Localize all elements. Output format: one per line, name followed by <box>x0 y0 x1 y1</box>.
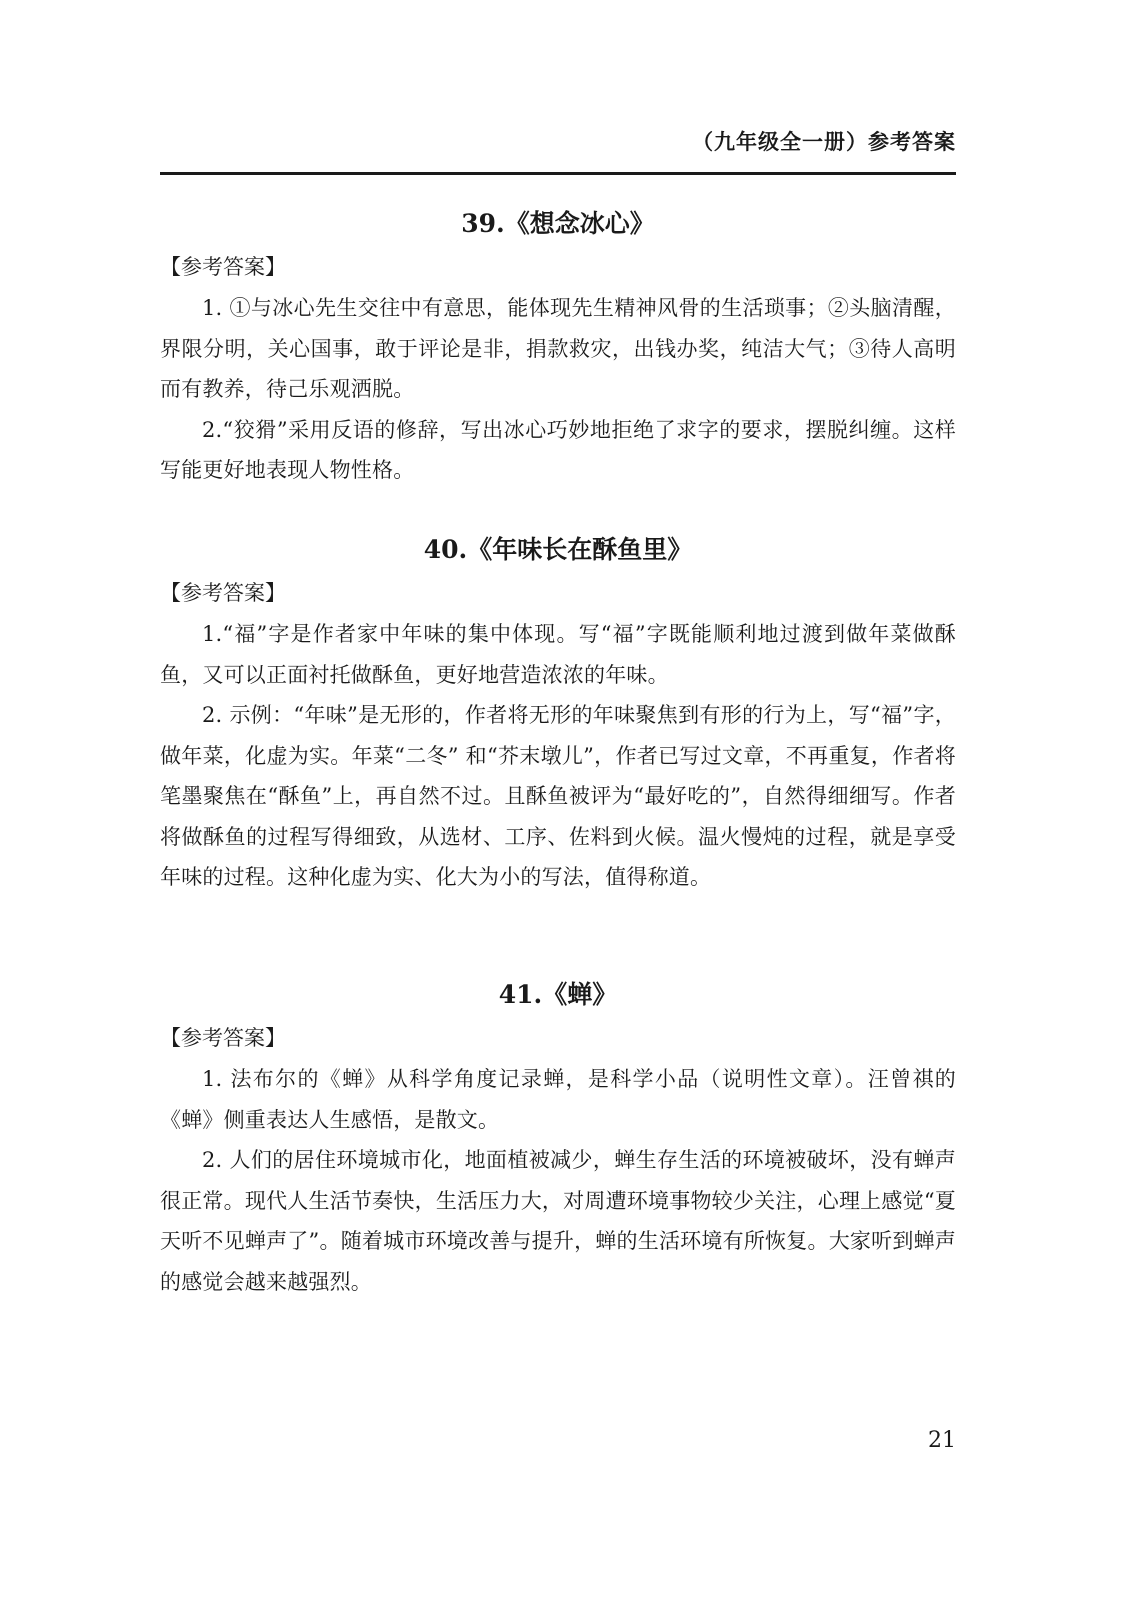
header-rule <box>160 172 956 175</box>
section-40 <box>160 528 956 898</box>
section-title: 39.《想念冰心》 <box>461 209 655 238</box>
section-title: 40.《年味长在酥鱼里》 <box>423 535 693 564</box>
answer-paragraph-1: 1.“福”字是作者家中年味的集中体现。写“福”字既能顺利地过渡到做年菜做酥鱼，又可以正面衬托做酥鱼，更好地营造浓浓的年味。 <box>160 622 956 687</box>
running-header: （九年级全一册）参考答案 <box>692 130 956 154</box>
section-title: 41.《蝉》 <box>498 980 618 1009</box>
page-number: 21 <box>928 1428 956 1453</box>
answer-paragraph-2: 2. 人们的居住环境城市化，地面植被减少，蝉生存生活的环境被破坏，没有蝉声很正常。现代人生活节奏快，生活压力大，对周遭环境事物较少关注，心理上感觉“夏天听不见蝉声了”。随着城市环境改善与提升，蝉的生活环境有所恢复。大家听到蝉声的感觉会越来越强烈。 <box>160 1148 956 1294</box>
answer-paragraph-2: 2. 示例：“年味”是无形的，作者将无形的年味聚焦到有形的行为上，写“福”字，做年菜，化虚为实。年菜“二冬” 和“芥末墩儿”，作者已写过文章，不再重复，作者将笔墨聚焦在“酥鱼”上，再自然不过。且酥鱼被评为“最好吃的”，自然得细细写。作者将做酥鱼的过程写得细致，从选材、工序、佐料到火候。温火慢炖的过程，就是享受年味的过程。这种化虚为实、化大为小的写法，值得称道。 <box>160 703 956 889</box>
answer-label: 【参考答案】 <box>160 1026 286 1050</box>
answer-label: 【参考答案】 <box>160 581 286 605</box>
section-39 <box>160 202 956 491</box>
answer-paragraph-1: 1. 法布尔的《蝉》从科学角度记录蝉，是科学小品（说明性文章）。汪曾祺的《蝉》侧重表达人生感悟，是散文。 <box>160 1067 956 1132</box>
answer-paragraph-1: 1. ①与冰心先生交往中有意思，能体现先生精神风骨的生活琐事；②头脑清醒，界限分明，关心国事，敢于评论是非，捐款救灾，出钱办奖，纯洁大气；③待人高明而有教养，待己乐观洒脱。 <box>160 296 956 401</box>
answer-paragraph-2: 2.“狡猾”采用反语的修辞，写出冰心巧妙地拒绝了求字的要求，摆脱纠缠。这样写能更好地表现人物性格。 <box>160 417 956 482</box>
section-41 <box>160 973 956 1302</box>
answer-label: 【参考答案】 <box>160 255 286 279</box>
